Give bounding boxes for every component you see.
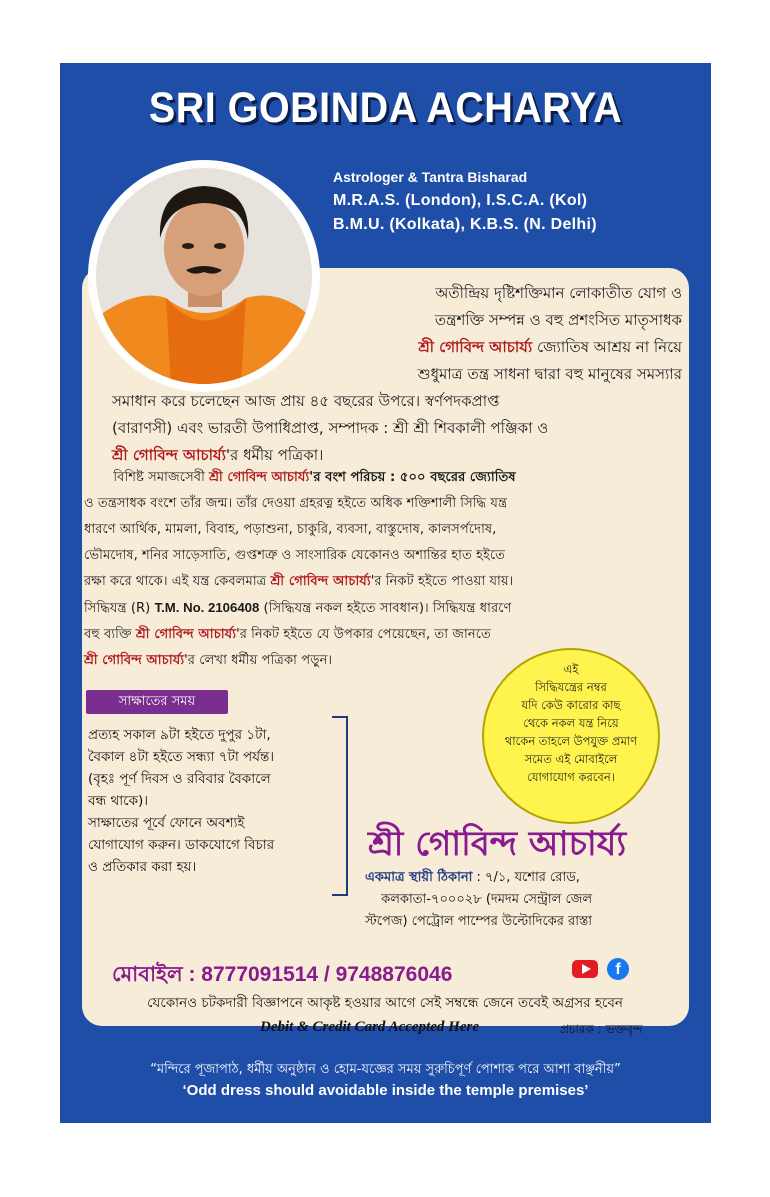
address-block (365, 867, 592, 933)
address-label: একমাত্র স্থায়ী ঠিকানা (365, 870, 473, 885)
details-line (84, 465, 684, 491)
intro-text: জ্যোতিষ আশ্রয় না নিয়ে (532, 338, 682, 356)
youtube-icon[interactable] (572, 960, 598, 978)
contact-name: শ্রী গোবিন্দ আচার্য্য (368, 824, 627, 864)
schedule-line: প্রত্যহ সকাল ৯টা হইতে দুপুর ১টা, (88, 727, 271, 743)
details-line (84, 595, 684, 622)
schedule-line: বন্ধ থাকে)। (88, 793, 149, 809)
schedule-line: ও প্রতিকার করা হয়। (88, 859, 197, 875)
details-text: 'র বংশ পরিচয় : ৫০০ বছরের জ্যোতিষ (309, 470, 516, 485)
details-text: 'র নিকট হইতে পাওয়া যায়। (370, 574, 514, 589)
intro-text: 'র ধর্মীয় পত্রিকা। (225, 446, 324, 464)
details-line: ভৌমদোষ, শনির সাড়েসাতি, গুপ্তশত্রু ও সাংসারিক যেকোনও অশান্তির হাত হইতে (84, 548, 506, 563)
badge-line: যোগাযোগ করবেন। (527, 770, 615, 784)
details-text: রক্ষা করে থাকে। এই যন্ত্র কেবলমাত্র (84, 574, 271, 589)
badge-line: থাকেন তাহলে উপযুক্ত প্রমাণ (504, 734, 638, 748)
name-highlight: শ্রী গোবিন্দ আচার্য্য (418, 338, 533, 356)
badge-line: থেকে নকল যন্ত্র নিয়ে (523, 716, 619, 730)
schedule-line: (বৃহঃ পূর্ণ দিবস ও রবিবার বৈকালে (88, 771, 271, 787)
badge-line: সমেত এই মোবাইলে (524, 752, 618, 766)
name-highlight: শ্রী গোবিন্দ আচার্য্য (270, 574, 371, 589)
details-line (84, 569, 684, 595)
credential-line: Astrologer & Tantra Bisharad (333, 169, 528, 185)
details-text: বহু ব্যক্তি (84, 627, 136, 642)
intro-line: (বারাণসী) এবং ভারতী উপাধিপ্রাপ্ত, সম্পাদক : শ্রী শ্রী শিবকালী পঞ্জিকা ও (112, 419, 549, 437)
intro-line: সমাধান করে চলেছেন আজ প্রায় ৪৫ বছরের উপরে। স্বর্ণপদকপ্রাপ্ত (112, 392, 500, 410)
credentials (333, 165, 597, 237)
address-text: : ৭/১, যশোর রোড, (472, 870, 580, 885)
intro-line: অতীন্দ্রিয় দৃষ্টিশক্তিমান লোকাতীত যোগ ও (435, 284, 682, 302)
facebook-icon[interactable]: f (607, 958, 629, 980)
name-highlight: শ্রী গোবিন্দ আচার্য্য (209, 470, 310, 485)
credential-line: M.R.A.S. (London), I.S.C.A. (Kol) (333, 192, 588, 209)
schedule-text (88, 724, 348, 878)
details-line (84, 622, 684, 648)
schedule-line: বৈকাল ৪টা হইতে সন্ধ্যা ৭টা পর্যন্ত। (88, 749, 275, 765)
badge-line: যদি কেউ কারোর কাছ (521, 698, 621, 712)
schedule-bracket (332, 716, 348, 896)
trademark-number: T.M. No. 2106408 (154, 600, 260, 615)
name-highlight: শ্রী গোবিন্দ আচার্য্য (135, 627, 237, 642)
schedule-line: সাক্ষাতের পূর্বে ফোনে অবশ্যই (88, 815, 245, 831)
address-line (365, 867, 592, 889)
details-text: 'র নিকট হইতে যে উপকার পেয়েছেন, তা জানতে (236, 627, 491, 642)
warning-badge (482, 648, 660, 824)
details-text: 'র লেখা ধর্মীয় পত্রিকা পড়ুন। (184, 653, 333, 668)
intro-line: তন্ত্রশক্তি সম্পন্ন ও বহু প্রশংসিত মাতৃসাধক (434, 311, 682, 329)
name-highlight: শ্রী গোবিন্দ আচার্য্য (84, 653, 185, 668)
advisory-text: যেকোনও চটকদারী বিজ্ঞাপনে আকৃষ্ট হওয়ার আগে সেই সম্বন্ধে জেনে তবেই অগ্রসর হবেন (147, 995, 623, 1011)
publisher-text: প্রচারক : ভক্তবৃন্দ (560, 1022, 643, 1036)
badge-line: এই (563, 662, 579, 676)
details-text: (সিদ্ধিযন্ত্র নকল হইতে সাবধান)। সিদ্ধিযন্ত্র ধারণে (259, 601, 512, 616)
intro-paragraph (112, 280, 682, 469)
intro-line (112, 334, 682, 361)
details-text: বিশিষ্ট সমাজসেবী (113, 470, 210, 485)
schedule-line: যোগাযোগ করুন। ডাকযোগে বিচার (88, 837, 275, 853)
details-line: ধারণে আর্থিক, মামলা, বিবাহ, পড়াশুনা, চাকুরি, ব্যবসা, বাস্তুদোষ, কালসর্পদোষ, (84, 522, 497, 537)
credential-line: B.M.U. (Kolkata), K.B.S. (N. Delhi) (333, 216, 597, 233)
card-accepted-text: Debit & Credit Card Accepted Here (260, 1019, 479, 1035)
details-text: সিদ্ধিযন্ত্র (R) (84, 601, 155, 616)
intro-line: শুধুমাত্র তন্ত্র সাধনা দ্বারা বহু মানুষের সমস্যার (417, 365, 682, 383)
details-line: ও তন্ত্রসাধক বংশে তাঁর জন্ম। তাঁর দেওয়া গ্রহরত্ন হইতে অধিক শক্তিশালী সিদ্ধি যন্ত্র (84, 496, 508, 511)
schedule-label: সাক্ষাতের সময় (86, 690, 228, 714)
address-line: কলকাতা-৭০০০২৮ (দমদম সেন্ট্রাল জেল (381, 892, 593, 907)
badge-line: সিদ্ধিযন্ত্রের নম্বর (535, 680, 607, 694)
dress-code-bengali: “মন্দিরে পূজাপাঠ, ধর্মীয় অনুষ্ঠান ও হোম-যজ্ঞের সময় সুরুচিপূর্ণ পোশাক পরে আশা বাঞ্ছনীয়” (150, 1062, 621, 1077)
details-paragraph (84, 465, 684, 674)
mobile-numbers[interactable]: মোবাইল : 8777091514 / 9748876046 (112, 963, 453, 986)
page-title: SRI GOBINDA ACHARYA (148, 84, 623, 132)
dress-code-english: ‘Odd dress should avoidable inside the temple premises’ (182, 1082, 589, 1099)
name-highlight: শ্রী গোবিন্দ আচার্য্য (112, 446, 226, 464)
address-line: স্টপেজ) পেট্রোল পাম্পের উল্টোদিকের রাস্তা (365, 914, 593, 929)
